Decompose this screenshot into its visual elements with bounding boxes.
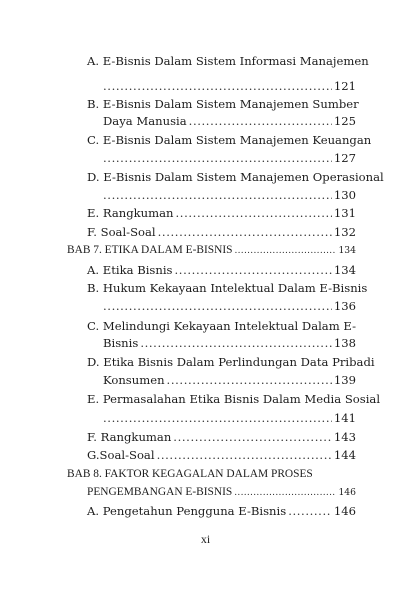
toc-entry-letter: C. [87,319,100,333]
toc-entry-text: Etika Bisnis Dalam Perlindungan Data Pribadi [103,355,375,369]
toc-entry-7d-leader [103,373,356,387]
toc-page-number: 136 [333,299,356,313]
toc-page-number: 141 [333,411,356,425]
toc-entry-letter: D. [87,355,100,369]
toc-entry-letter: E. [87,392,100,406]
chapter-page-number: 134 [338,245,356,256]
dot-leader [167,373,332,387]
toc-entry-letter: B. [87,281,100,295]
toc-entry-7b-title [87,281,367,295]
chapter-heading-bab8-cont [87,485,356,500]
toc-entry-text: Permasalahan Etika Bisnis Dalam Media Sosial [102,392,381,406]
toc-entry-letter: C. [87,133,100,147]
toc-entry-7e-title [87,392,380,406]
dot-leader [103,411,332,425]
dot-leader [234,486,336,500]
toc-page-number: 139 [333,373,356,387]
dot-leader [103,188,332,202]
toc-entry-8a [87,504,356,518]
toc-entry-7g [87,448,356,462]
toc-page-number: 132 [333,225,356,239]
toc-entry-text-continued: Bisnis [103,336,139,350]
toc-entry-e [87,206,356,220]
toc-entry-c-title [87,133,371,147]
dot-leader [288,504,332,518]
dot-leader [140,336,332,350]
toc-page-number: 134 [333,263,356,277]
toc-page-number: 130 [333,188,356,202]
toc-entry-7d-title [87,355,375,369]
toc-entry-b-title [87,97,359,111]
toc-entry-text: Melindungi Kekayaan Intelektual Dalam E- [102,319,356,333]
toc-entry-7a [87,263,356,277]
dot-leader [103,79,332,93]
toc-entry-text-continued: Daya Manusia [103,114,187,128]
dot-leader [189,114,332,128]
toc-entry-f [87,225,356,239]
toc-page-number: 127 [333,151,356,165]
toc-entry-text-continued: Konsumen [103,373,165,387]
toc-entry-a-leader [103,79,356,93]
toc-entry-text: E-Bisnis Dalam Sistem Informasi Manajemen [102,54,369,68]
toc-entry-text: Hukum Kekayaan Intelektual Dalam E-Bisnis [102,281,368,295]
toc-entry-7f [87,430,356,444]
toc-entry-title: A. Pengetahun Pengguna E-Bisnis [87,504,287,518]
toc-entry-letter: B. [87,97,100,111]
page-number-footer: xi [200,532,211,546]
toc-entry-title: E. Rangkuman [87,206,174,220]
dot-leader [157,448,332,462]
toc-page-number: 131 [333,206,356,220]
toc-page-number: 138 [333,336,356,350]
toc-entry-7c-leader [103,336,356,350]
toc-entry-title: F. Rangkuman [87,430,172,444]
chapter-title-continued: PENGEMBANGAN E-BISNIS [87,486,233,498]
toc-page-number: 143 [333,430,356,444]
toc-page-number: 144 [333,448,356,462]
toc-page-number: 125 [333,114,356,128]
toc-entry-text: E-Bisnis Dalam Sistem Manajemen Sumber [102,97,359,111]
dot-leader [158,225,332,239]
toc-entry-title: F. Soal-Soal [87,225,156,239]
toc-page-number: 146 [333,504,356,518]
toc-entry-c-leader [103,151,356,165]
toc-entry-7b-leader [103,299,356,313]
toc-entry-text: E-Bisnis Dalam Sistem Manajemen Operasional [103,170,384,184]
toc-entry-b-leader [103,114,356,128]
toc-entry-title: G.Soal-Soal [87,448,155,462]
dot-leader [176,206,332,220]
chapter-heading-bab8: BAB 8. FAKTOR KEGAGALAN DALAM PROSES [67,468,313,480]
toc-entry-7e-leader [103,411,356,425]
toc-entry-d-leader [103,188,356,202]
toc-entry-letter: D. [87,170,100,184]
chapter-page-number: 146 [338,487,356,498]
toc-entry-d-title [87,170,384,184]
chapter-heading-bab7 [67,243,356,258]
toc-entry-7c-title [87,319,356,333]
chapter-title: BAB 7. ETIKA DALAM E-BISNIS [67,244,233,256]
dot-leader [175,263,332,277]
toc-entry-a-title [87,54,369,68]
dot-leader [103,299,332,313]
dot-leader [103,151,332,165]
toc-page-number: 121 [333,79,356,93]
dot-leader [234,244,336,258]
toc-entry-title: A. Etika Bisnis [87,263,173,277]
toc-entry-letter: A. [87,54,100,68]
toc-entry-text: E-Bisnis Dalam Sistem Manajemen Keuangan [102,133,372,147]
dot-leader [173,430,332,444]
